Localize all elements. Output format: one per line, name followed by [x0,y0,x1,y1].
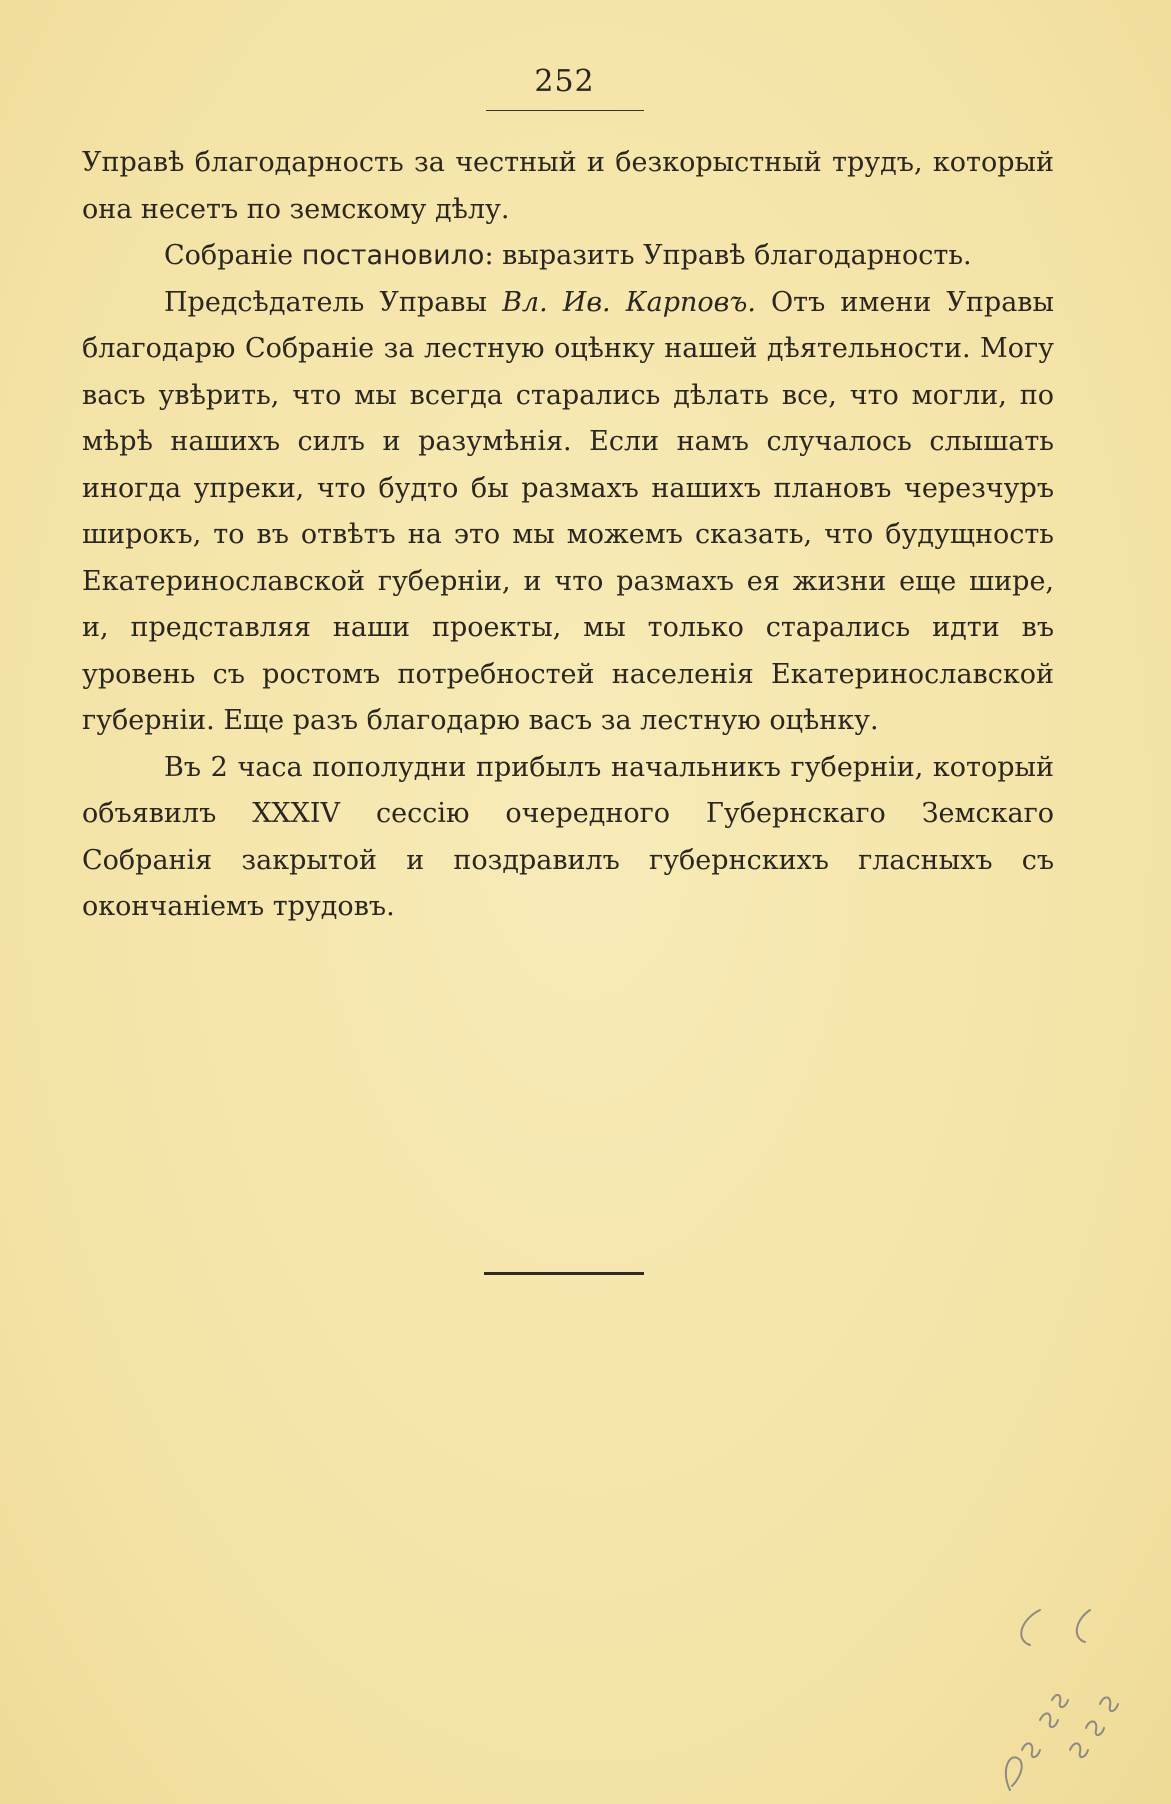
page-number: 252 [534,64,595,99]
text-segment: Предсѣдатель Управы [164,286,503,318]
emphasis-spaced: постановило [301,240,485,271]
speaker-name: Вл. Ив. Карповъ. [502,286,756,318]
text-segment: : выразить Управѣ благодарность. [484,240,972,271]
text-segment: Въ 2 часа пополудни прибылъ начальникъ губерніи, который объявилъ XXXIV сессію очередного Губернскаго Земскаго Собранія закрытой и поздравилъ губернскихъ гласныхъ съ окончаніемъ трудовъ. [82,751,1054,922]
paragraph-2 [82,233,1054,280]
text-segment: Собраніе [164,240,302,271]
header-rule [486,110,644,111]
text-segment: Управѣ благодарность за честный и безкорыстный трудъ, который она несетъ по земскому дѣлу. [82,147,1054,225]
paragraph-1 [82,140,1054,233]
paragraph-3 [82,280,1054,745]
body-text [82,140,1054,931]
text-segment: Отъ имени Управы благодарю Собраніе за лестную оцѣнку нашей дѣятельности. Могу васъ увѣрить, что мы всегда старались дѣлать все, что могли, по мѣрѣ нашихъ силъ и разумѣнія. Если намъ случалось слышать иногда упреки, что будто бы размахъ нашихъ плановъ черезчуръ широкъ, то въ отвѣтъ на это мы можемъ сказать, что будущность Екатеринославской губерніи, и что размахъ ея жизни еще шире, и, представляя наши проекты, мы только старались идти въ уровень съ ростомъ потребностей населенія Екатеринославской губерніи. Еще разъ благодарю васъ за лестную оцѣнку. [82,286,1054,736]
end-rule [484,1272,644,1275]
handwritten-signature [990,1600,1150,1800]
paragraph-4 [82,745,1054,931]
